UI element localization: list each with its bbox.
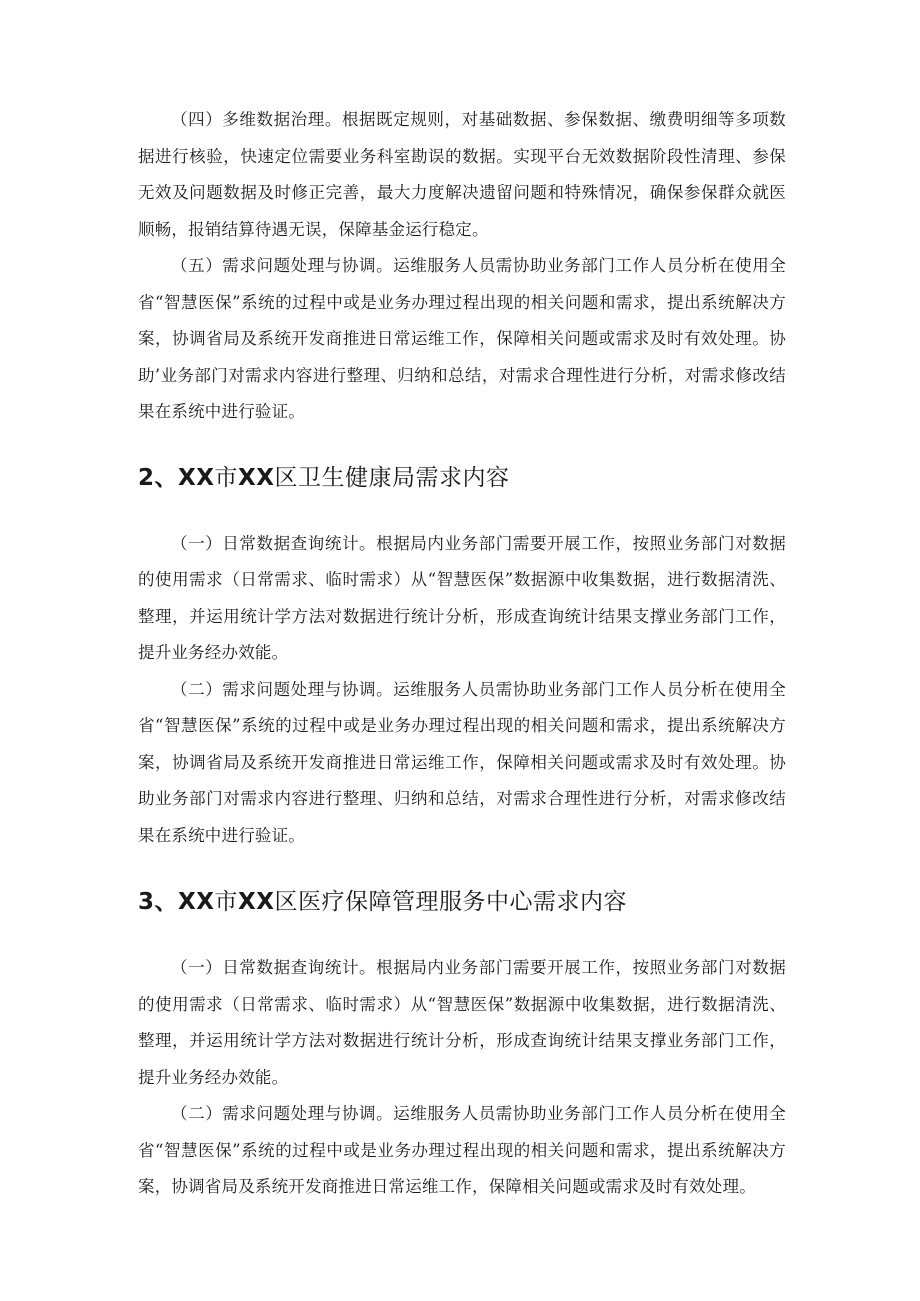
heading-district-code: XX — [237, 889, 275, 915]
heading-number: 2、XX — [138, 464, 215, 491]
paragraph-requirement-handling-2: （二）需求问题处理与协调。运维服务人员需协助业务部门工作人员分析在使用全省“智慧医保”系统的过程中或是业务办理过程出现的相关问题和需求，提出系统解决方案，协调省局及系统开发商推进日常运维工作，保障相关问题或需求及时有效处理。协助业务部门对需求内容进行整理、归纳和总结，对需求合理性进行分析，对需求修改结果在系统中进行验证。 — [138, 679, 786, 845]
heading-number: 3、XX — [138, 889, 215, 915]
heading-district-code: XX — [237, 464, 275, 491]
paragraph-requirement-handling-2: （二）需求问题处理与协调。运维服务人员需协助业务部门工作人员分析在使用全省“智慧医保”系统的过程中或是业务办理过程出现的相关问题和需求，提出系统解决方案，协调省局及系统开发商推进日常运维工作，保障相关问题或需求及时有效处理。 — [138, 1104, 786, 1196]
heading-title: 区医疗保障管理服务中心需求内容 — [274, 889, 627, 915]
heading-city-label: 市 — [214, 889, 238, 915]
paragraph-multidimensional-data-governance: （四）多维数据治理。根据既定规则，对基础数据、参保数据、缴费明细等多项数据进行核验，快速定位需要业务科室勘误的数据。实现平台无效数据阶段性清理、参保无效及问题数据及时修正完善，最大力度解决遗留问题和特殊情况，确保参保群众就医顺畅，报销结算待遇无误，保障基金运行稳定。 — [138, 110, 786, 239]
paragraph-daily-data-query: （一）日常数据查询统计。根据局内业务部门需要开展工作，按照业务部门对数据的使用需求（日常需求、临时需求）从“智慧医保”数据源中收集数据，进行数据清洗、整理，并运用统计学方法对数据进行统计分析，形成查询统计结果支撑业务部门工作，提升业务经办效能。 — [138, 958, 786, 1087]
document-page — [138, 102, 786, 1206]
section-heading-medical-security-center — [138, 884, 786, 920]
paragraph-daily-data-query: （一）日常数据查询统计。根据局内业务部门需要开展工作，按照业务部门对数据的使用需求（日常需求、临时需求）从“智慧医保”数据源中收集数据，进行数据清洗、整理，并运用统计学方法对数据进行统计分析，形成查询统计结果支撑业务部门工作，提升业务经办效能。 — [138, 533, 786, 662]
heading-title: 区卫生健康局需求内容 — [274, 464, 510, 491]
section-heading-health-bureau — [138, 460, 786, 496]
paragraph-requirement-handling-5: （五）需求问题处理与协调。运维服务人员需协助业务部门工作人员分析在使用全省“智慧医保”系统的过程中或是业务办理过程出现的相关问题和需求，提出系统解决方案，协调省局及系统开发商推进日常运维工作，保障相关问题或需求及时有效处理。协助’业务部门对需求内容进行整理、归纳和总结，对需求合理性进行分析，对需求修改结果在系统中进行验证。 — [138, 256, 786, 421]
heading-city-label: 市 — [214, 464, 238, 491]
